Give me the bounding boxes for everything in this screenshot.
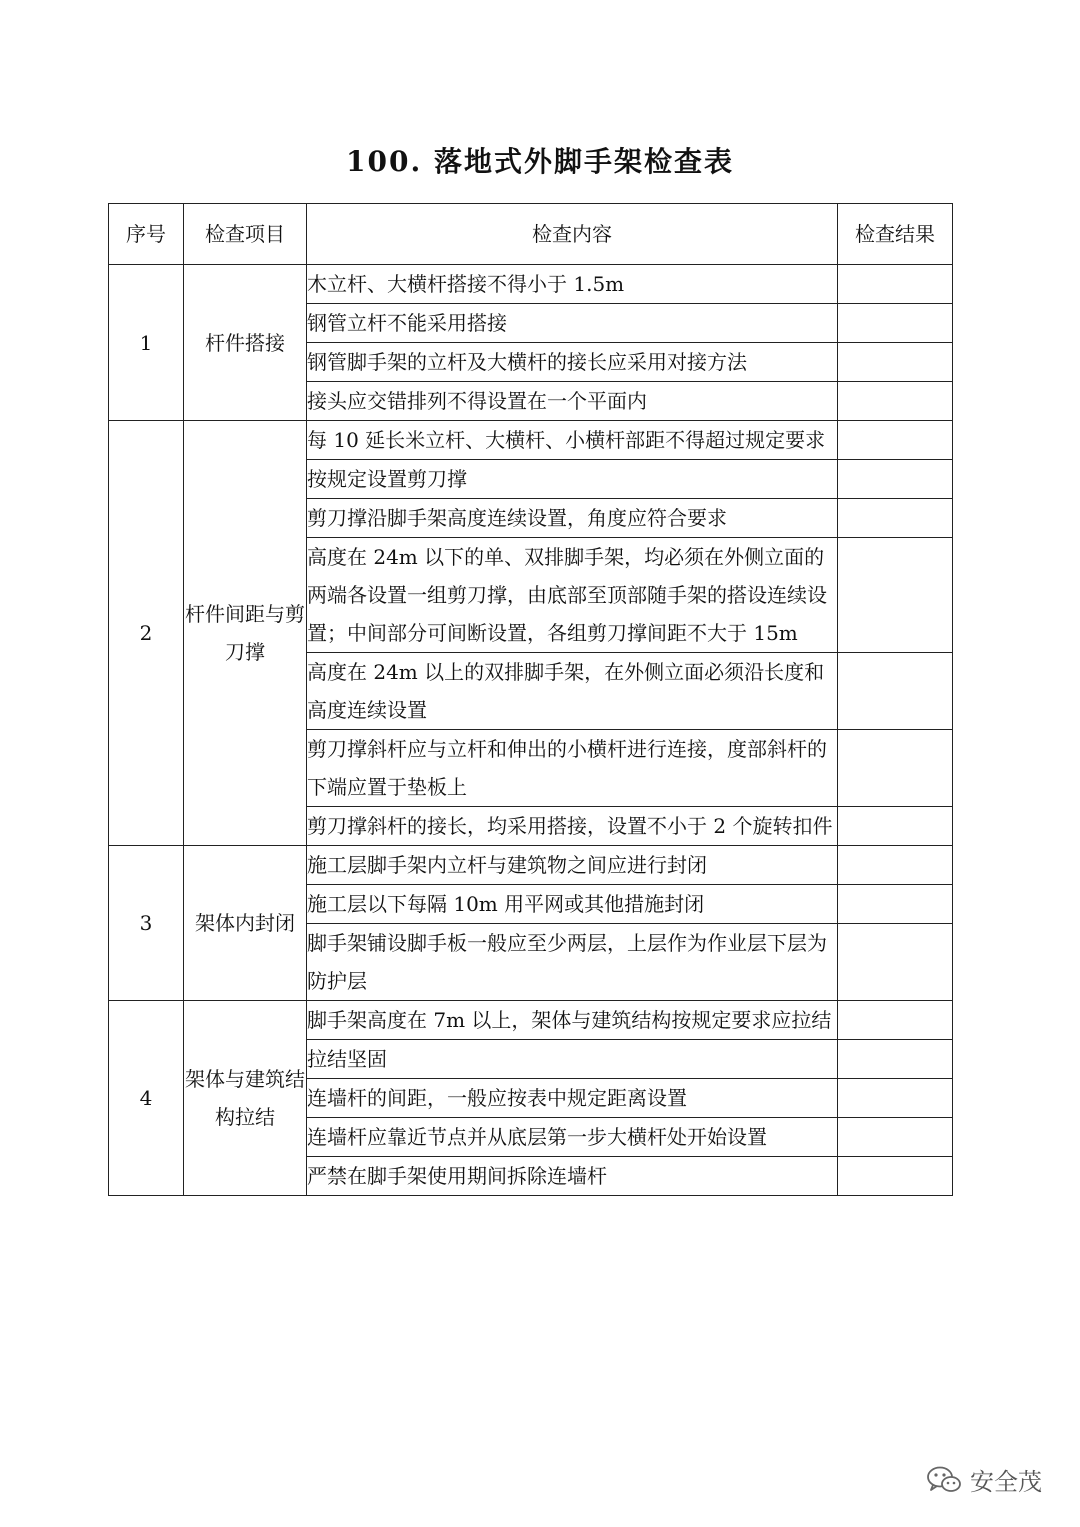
check-result-cell[interactable] <box>838 460 953 499</box>
check-result-cell[interactable] <box>838 1157 953 1196</box>
inspection-table <box>108 203 953 1196</box>
check-result-cell[interactable] <box>838 304 953 343</box>
table-row <box>109 265 953 304</box>
group-item: 架体与建筑结构拉结 <box>184 1001 307 1196</box>
check-result-cell[interactable] <box>838 421 953 460</box>
header-seq: 序号 <box>109 204 184 265</box>
check-result-cell[interactable] <box>838 885 953 924</box>
check-content: 高度在 24m 以上的双排脚手架，在外侧立面必须沿长度和高度连续设置 <box>307 653 838 730</box>
watermark <box>926 1462 1042 1497</box>
check-content: 施工层脚手架内立杆与建筑物之间应进行封闭 <box>307 846 838 885</box>
table-row <box>109 421 953 460</box>
check-result-cell[interactable] <box>838 924 953 1001</box>
check-result-cell[interactable] <box>838 807 953 846</box>
check-content: 高度在 24m 以下的单、双排脚手架，均必须在外侧立面的两端各设置一组剪刀撑，由底部至顶部随手架的搭设连续设置；中间部分可间断设置，各组剪刀撑间距不大于 15m <box>307 538 838 653</box>
check-content: 施工层以下每隔 10m 用平网或其他措施封闭 <box>307 885 838 924</box>
header-item: 检查项目 <box>184 204 307 265</box>
group-seq: 4 <box>109 1001 184 1196</box>
wechat-icon <box>926 1465 962 1495</box>
check-result-cell[interactable] <box>838 1040 953 1079</box>
group-item: 架体内封闭 <box>184 846 307 1001</box>
group-seq: 1 <box>109 265 184 421</box>
check-content: 接头应交错排列不得设置在一个平面内 <box>307 382 838 421</box>
group-seq: 2 <box>109 421 184 846</box>
check-result-cell[interactable] <box>838 538 953 653</box>
check-content: 木立杆、大横杆搭接不得小于 1.5m <box>307 265 838 304</box>
check-result-cell[interactable] <box>838 343 953 382</box>
group-item: 杆件搭接 <box>184 265 307 421</box>
check-result-cell[interactable] <box>838 730 953 807</box>
check-content: 剪刀撑斜杆应与立杆和伸出的小横杆进行连接，度部斜杆的下端应置于垫板上 <box>307 730 838 807</box>
check-result-cell[interactable] <box>838 1118 953 1157</box>
table-row <box>109 1001 953 1040</box>
check-result-cell[interactable] <box>838 382 953 421</box>
header-content: 检查内容 <box>307 204 838 265</box>
group-item: 杆件间距与剪刀撑 <box>184 421 307 846</box>
check-content: 钢管脚手架的立杆及大横杆的接长应采用对接方法 <box>307 343 838 382</box>
group-seq: 3 <box>109 846 184 1001</box>
check-result-cell[interactable] <box>838 265 953 304</box>
header-result: 检查结果 <box>838 204 953 265</box>
check-content: 钢管立杆不能采用搭接 <box>307 304 838 343</box>
check-result-cell[interactable] <box>838 846 953 885</box>
check-content: 剪刀撑沿脚手架高度连续设置，角度应符合要求 <box>307 499 838 538</box>
table-row <box>109 846 953 885</box>
check-content: 脚手架铺设脚手板一般应至少两层，上层作为作业层下层为防护层 <box>307 924 838 1001</box>
check-content: 拉结坚固 <box>307 1040 838 1079</box>
check-content: 剪刀撑斜杆的接长，均采用搭接，设置不小于 2 个旋转扣件 <box>307 807 838 846</box>
page-title: 100. 落地式外脚手架检查表 <box>346 145 734 178</box>
check-content: 连墙杆的间距，一般应按表中规定距离设置 <box>307 1079 838 1118</box>
check-content: 严禁在脚手架使用期间拆除连墙杆 <box>307 1157 838 1196</box>
check-result-cell[interactable] <box>838 653 953 730</box>
check-result-cell[interactable] <box>838 1001 953 1040</box>
check-content: 连墙杆应靠近节点并从底层第一步大横杆处开始设置 <box>307 1118 838 1157</box>
table-header-row <box>109 204 953 265</box>
check-result-cell[interactable] <box>838 499 953 538</box>
watermark-text: 安全茂 <box>970 1468 1042 1496</box>
check-result-cell[interactable] <box>838 1079 953 1118</box>
check-content: 脚手架高度在 7m 以上，架体与建筑结构按规定要求应拉结 <box>307 1001 838 1040</box>
check-content: 每 10 延长米立杆、大横杆、小横杆部距不得超过规定要求 <box>307 421 838 460</box>
check-content: 按规定设置剪刀撑 <box>307 460 838 499</box>
